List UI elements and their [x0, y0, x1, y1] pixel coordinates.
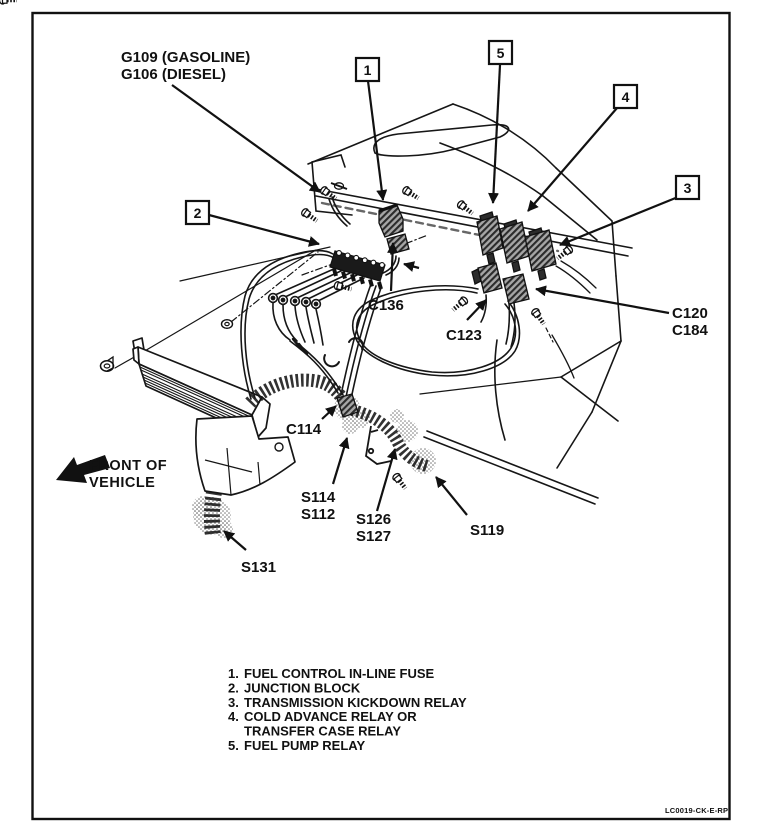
front-of-vehicle-line1: FRONT OF: [89, 458, 168, 474]
label-s131: S131: [241, 559, 277, 576]
callout-box-2: [186, 201, 209, 224]
callout-box-1: [356, 58, 379, 81]
label-g109: G109 (GASOLINE): [121, 49, 251, 66]
label-s119: S119: [470, 522, 505, 539]
legend-item: TRANSMISSION KICKDOWN RELAY: [244, 694, 467, 710]
label-c123: C123: [446, 327, 482, 344]
legend-item: JUNCTION BLOCK: [244, 680, 361, 696]
legend-item: COLD ADVANCE RELAY OR: [244, 709, 417, 725]
label-s127: S127: [356, 528, 392, 545]
legend-item: FUEL CONTROL IN-LINE FUSE: [244, 666, 435, 681]
legend-num: 5.: [228, 738, 239, 753]
callout-box-5: [489, 41, 512, 64]
legend-num: 1.: [228, 666, 239, 681]
label-c136: C136: [368, 297, 404, 314]
label-s112: S112: [301, 506, 336, 523]
legend-item: FUEL PUMP RELAY: [244, 738, 366, 753]
callout-4-number: 4: [621, 89, 630, 105]
front-of-vehicle-line2: VEHICLE: [89, 475, 156, 491]
label-s126: S126: [356, 511, 392, 528]
label-c120: C120: [672, 305, 708, 322]
label-s114: S114: [301, 489, 336, 506]
callout-1-number: 1: [363, 62, 372, 78]
callout-box-4: [614, 85, 637, 108]
legend-item: TRANSFER CASE RELAY: [244, 723, 401, 739]
callout-3-number: 3: [683, 180, 692, 196]
label-g106: G106 (DIESEL): [121, 66, 227, 83]
callout-box-3: [676, 176, 699, 199]
label-c114: C114: [286, 421, 322, 438]
hex-nut: [222, 320, 233, 329]
legend-num: 2.: [228, 680, 239, 696]
legend-num: 4.: [228, 709, 239, 725]
callout-5-number: 5: [496, 45, 505, 61]
legend-num: 3.: [228, 694, 239, 710]
callout-2-number: 2: [193, 205, 202, 221]
label-c184: C184: [672, 322, 708, 339]
doc-code: LC0019-CK-E-RP: [665, 806, 729, 815]
